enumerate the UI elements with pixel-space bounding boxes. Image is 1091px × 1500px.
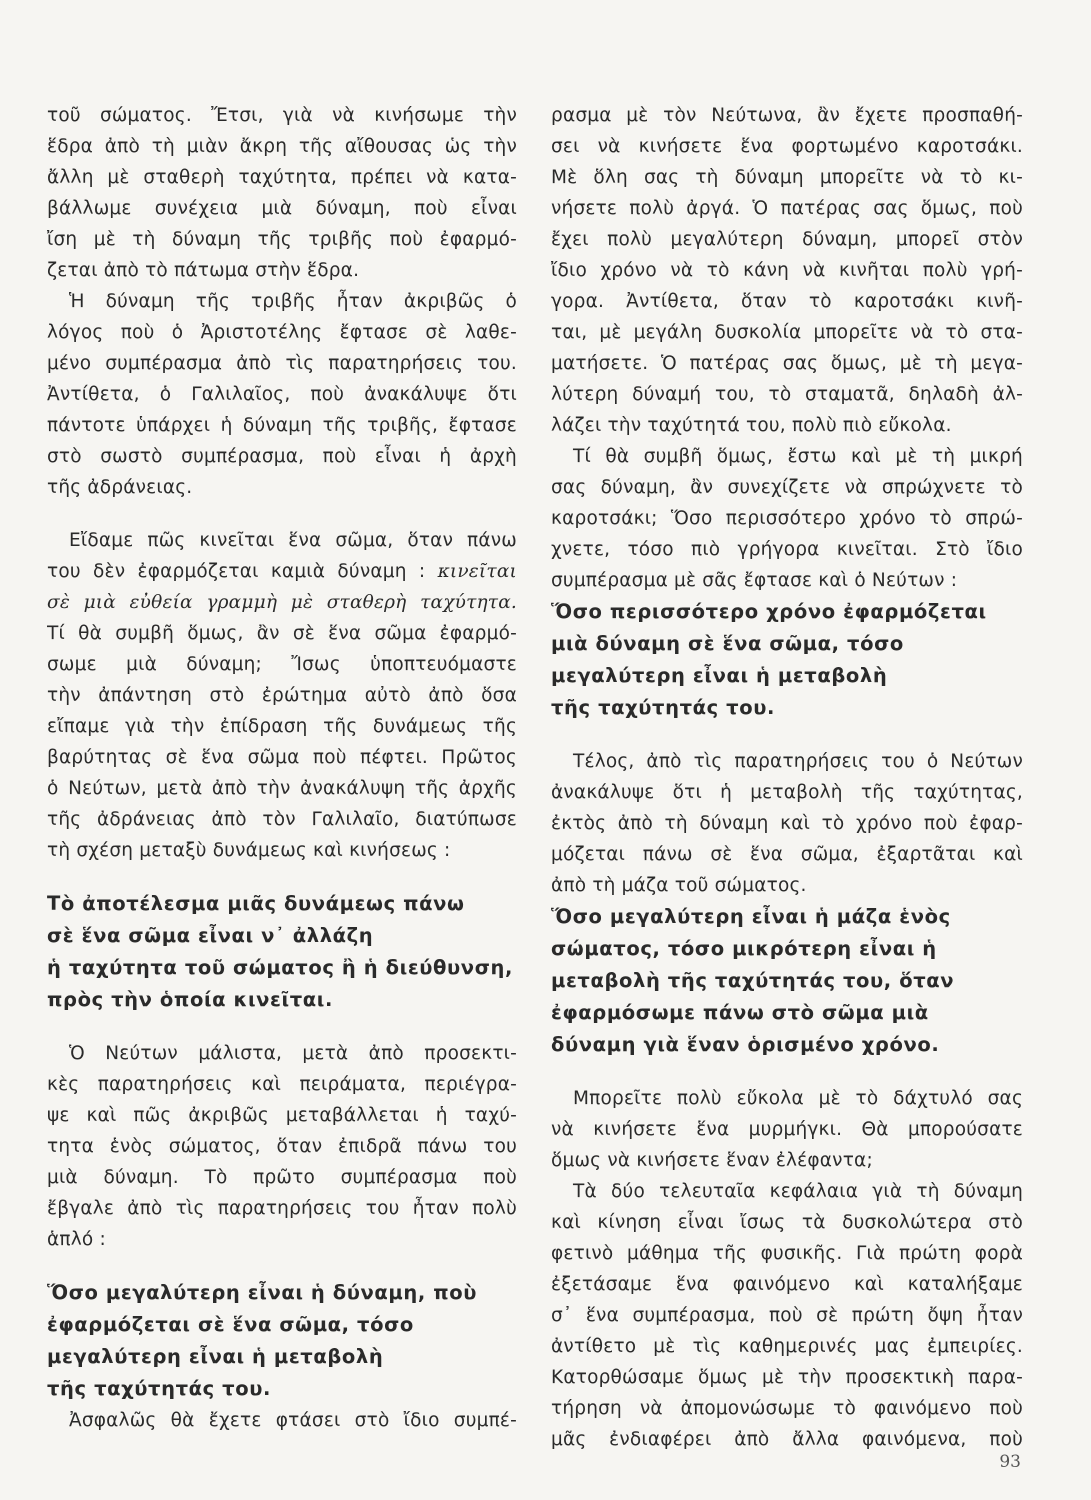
paragraph [47,1038,517,1255]
spacer [551,1061,1023,1083]
paragraph [47,525,517,866]
text-line: σωμε μιὰ δύναμη; Ἴσως ὑποπτευόμαστε [47,654,517,675]
rule-line: τῆς ταχύτητάς του. [47,1377,271,1400]
text-line: ζεται ἀπὸ τὸ πάτωμα στὴν ἕδρα. [47,260,360,281]
text-line: τῆς ἀδράνειας ἀπὸ τὸν Γαλιλαῖο, διατύπωσε [47,809,517,830]
rule-line: μιὰ δύναμη σὲ ἕνα σῶμα, τόσο [551,632,904,655]
text-line: λύτερη δύναμή του, τὸ σταματᾶ, δηλαδὴ ἀλ- [551,384,1023,405]
text-line: τήρηση νὰ ἀπομονώσωμε τὸ φαινόμενο ποὺ [551,1398,1023,1419]
bold-rule [551,901,1023,1061]
text-line: Τί θὰ συμβῆ ὅμως, ἔστω καὶ μὲ τὴ μικρή [573,446,1023,467]
rule-line: Ὅσο περισσότερο χρόνο ἐφαρμόζεται [551,600,987,623]
text-line: ψε καὶ πῶς ἀκριβῶς μεταβάλλεται ἡ ταχύ- [47,1105,517,1126]
text-line: ἀπὸ τὴ μάζα τοῦ σώματος. [551,875,807,896]
text-line: λόγος ποὺ ὁ Ἀριστοτέλης ἔφτασε σὲ λαθε- [47,322,517,343]
text-line: φετινὸ μάθημα τῆς φυσικῆς. Γιὰ πρώτη φορὰ [551,1243,1023,1264]
text-line: ἁπλό : [47,1229,106,1250]
text-line: καροτσάκι; Ὅσο περισσότερο χρόνο τὸ σπρώ- [551,508,1023,529]
text-line: ἴδιο χρόνο νὰ τὸ κάνη νὰ κινῆται πολὺ γρή- [551,260,1023,281]
rule-line: σὲ ἕνα σῶμα εἶναι ν᾽ ἀλλάζη [47,924,374,947]
paragraph [551,1176,1023,1455]
text-line: χνετε, τόσο πιὸ γρήγορα κινεῖται. Στὸ ἴδιο [551,539,1023,560]
text-line: Ἡ δύναμη τῆς τριβῆς ἦταν ἀκριβῶς ὁ [69,291,517,312]
text-line: Τί θὰ συμβῆ ὅμως, ἂν σὲ ἕνα σῶμα ἐφαρμό- [47,623,517,644]
text-line: ἄλλη μὲ σταθερὴ ταχύτητα, πρέπει νὰ κατα- [47,167,517,188]
rule-line: μεγαλύτερη εἶναι ἡ μεταβολὴ [551,664,888,687]
rule-line: Τὸ ἀποτέλεσμα μιᾶς δυνάμεως πάνω [47,892,465,915]
text-line: σας δύναμη, ἂν συνεχίζετε νὰ σπρώχνετε τὸ [551,477,1023,498]
text-line: μένο συμπέρασμα ἀπὸ τὶς παρατηρήσεις του. [47,353,517,374]
rule-line: Ὅσο μεγαλύτερη εἶναι ἡ δύναμη, ποὺ [47,1281,478,1304]
paragraph [551,1083,1023,1176]
text-line: Μὲ ὅλη σας τὴ δύναμη μπορεῖτε νὰ τὸ κι- [551,167,1023,188]
text-line: Ἀντίθετα, ὁ Γαλιλαῖος, ποὺ ἀνακάλυψε ὅτι [47,384,517,405]
spacer [551,724,1023,746]
text-line: τῆς ἀδράνειας. [47,477,193,498]
text-line: βάλλωμε συνέχεια μιὰ δύναμη, ποὺ εἶναι [47,198,517,219]
text-line: σει νὰ κινήσετε ἕνα φορτωμένο καροτσάκι. [551,136,1023,157]
text-line: μόζεται πάνω σὲ ἕνα σῶμα, ἐξαρτᾶται καὶ [551,844,1023,865]
spacer [47,866,517,888]
rule-line: ἐφαρμόσωμε πάνω στὸ σῶμα μιὰ [551,1001,929,1024]
paragraph [551,100,1023,441]
text-line: ρασμα μὲ τὸν Νεύτωνα, ἂν ἔχετε προσπαθή- [551,105,1023,126]
text-line: Ἀσφαλῶς θὰ ἔχετε φτάσει στὸ ἴδιο συμπέ- [69,1410,517,1431]
text-line: ἐκτὸς ἀπὸ τὴ δύναμη καὶ τὸ χρόνο ποὺ ἐφαρ- [551,813,1023,834]
text-line: Εἴδαμε πῶς κινεῖται ἕνα σῶμα, ὅταν πάνω [69,530,517,551]
rule-line: ἐφαρμόζεται σὲ ἕνα σῶμα, τόσο [47,1313,414,1336]
text-line: νὰ κινήσετε ἕνα μυρμήγκι. Θὰ μπορούσατε [551,1119,1023,1140]
text-line: ἴση μὲ τὴ δύναμη τῆς τριβῆς ποὺ ἐφαρμό- [47,229,517,250]
text-line: καὶ κίνηση εἶναι ἴσως τὰ δυσκολώτερα στὸ [551,1212,1023,1233]
text-line: ἀντίθετο μὲ τὶς καθημερινές μας ἐμπειρίες. [551,1336,1023,1357]
rule-line: Ὅσο μεγαλύτερη εἶναι ἡ μάζα ἑνὸς [551,905,951,928]
text-line: σ᾽ ἕνα συμπέρασμα, ποὺ σὲ πρώτη ὄψη ἦταν [551,1305,1023,1326]
bold-rule [47,888,517,1016]
text-line: τὴν ἀπάντηση στὸ ἐρώτημα αὐτὸ ἀπὸ ὅσα [47,685,517,706]
text-line: μᾶς ἐνδιαφέρει ἀπὸ ἄλλα φαινόμενα, ποὺ [551,1429,1023,1450]
bold-rule [551,596,1023,724]
text-line: Τέλος, ἀπὸ τὶς παρατηρήσεις του ὁ Νεύτων [573,751,1023,772]
text-line: στὸ σωστὸ συμπέρασμα, ποὺ εἶναι ἡ ἀρχὴ [47,446,517,467]
text-line: Κατορθώσαμε ὅμως μὲ τὴν προσεκτικὴ παρα- [551,1367,1023,1388]
text-line: ἔχει πολὺ μεγαλύτερη δύναμη, μπορεῖ στὸν [551,229,1023,250]
text-line [47,556,517,587]
text-line: ὁ Νεύτων, μετὰ ἀπὸ τὴν ἀνακάλυψη τῆς ἀρχῆς [47,778,517,799]
rule-line: μεταβολὴ τῆς ταχύτητάς του, ὅταν [551,969,955,992]
text-line: ἔβγαλε ἀπὸ τὶς παρατηρήσεις του ἦταν πολὺ [47,1198,517,1219]
italic-text: κινεῖται [437,561,517,582]
text-line: μιὰ δύναμη. Τὸ πρῶτο συμπέρασμα ποὺ [47,1167,517,1188]
text-line: ματήσετε. Ὁ πατέρας σας ὅμως, μὲ τὴ μεγα- [551,353,1023,374]
italic-text-line: σὲ μιὰ εὐθεία γραμμὴ μὲ σταθερὴ ταχύτητα. [47,592,517,613]
text-line: γορα. Ἀντίθετα, ὅταν τὸ καροτσάκι κινῆ- [551,291,1023,312]
text-line: τητα ἑνὸς σώματος, ὅταν ἐπιδρᾶ πάνω του [47,1136,517,1157]
rule-line: πρὸς τὴν ὁποία κινεῖται. [47,988,333,1011]
text-line: λάζει τὴν ταχύτητά του, πολὺ πιὸ εὔκολα. [551,415,952,436]
text-span: του δὲν ἐφαρμόζεται καμιὰ δύναμη : [47,561,426,582]
text-line: τὴ σχέση μεταξὺ δυνάμεως καὶ κινήσεως : [47,840,451,861]
text-line: Ὁ Νεύτων μάλιστα, μετὰ ἀπὸ προσεκτι- [69,1043,517,1064]
spacer [47,1255,517,1277]
text-line: Μπορεῖτε πολὺ εὔκολα μὲ τὸ δάχτυλό σας [573,1088,1023,1109]
rule-line: τῆς ταχύτητάς του. [551,696,775,719]
text-line: συμπέρασμα μὲ σᾶς ἔφτασε καὶ ὁ Νεύτων : [551,570,958,591]
text-line: κὲς παρατηρήσεις καὶ πειράματα, περιέγρα- [47,1074,517,1095]
right-column [551,100,1023,1455]
text-line: εἴπαμε γιὰ τὴν ἐπίδραση τῆς δυνάμεως τῆς [47,716,517,737]
spacer [47,1016,517,1038]
spacer [47,503,517,525]
text-line: ἀνακάλυψε ὅτι ἡ μεταβολὴ τῆς ταχύτητας, [551,782,1023,803]
text-line: πάντοτε ὑπάρχει ἡ δύναμη τῆς τριβῆς, ἔφτασε [47,415,517,436]
text-line: ται, μὲ μεγάλη δυσκολία μπορεῖτε νὰ τὸ στα- [551,322,1023,343]
text-line: ἐξετάσαμε ἕνα φαινόμενο καὶ καταλήξαμε [551,1274,1023,1295]
text-line: ὅμως νὰ κινήσετε ἕναν ἐλέφαντα; [551,1150,873,1171]
text-line: τοῦ σώματος. Ἔτσι, γιὰ νὰ κινήσωμε τὴν [47,105,517,126]
rule-line: μεγαλύτερη εἶναι ἡ μεταβολὴ [47,1345,384,1368]
paragraph [47,1405,517,1436]
page-number: 93 [999,1452,1021,1472]
text-line: νήσετε πολὺ ἀργά. Ὁ πατέρας σας ὅμως, ποὺ [551,198,1023,219]
paragraph [551,441,1023,596]
bold-rule [47,1277,517,1405]
rule-line: ἡ ταχύτητα τοῦ σώματος ἢ ἡ διεύθυνση, [47,956,513,979]
text-line: Τὰ δύο τελευταῖα κεφάλαια γιὰ τὴ δύναμη [573,1181,1023,1202]
paragraph [551,746,1023,901]
text-line: ἕδρα ἀπὸ τὴ μιὰν ἄκρη τῆς αἴθουσας ὡς τὴν [47,136,517,157]
rule-line: σώματος, τόσο μικρότερη εἶναι ἡ [551,937,937,960]
rule-line: δύναμη γιὰ ἕναν ὁρισμένο χρόνο. [551,1033,940,1056]
paragraph [47,286,517,503]
text-line: βαρύτητας σὲ ἕνα σῶμα ποὺ πέφτει. Πρῶτος [47,747,517,768]
paragraph [47,100,517,286]
left-column [47,100,517,1436]
